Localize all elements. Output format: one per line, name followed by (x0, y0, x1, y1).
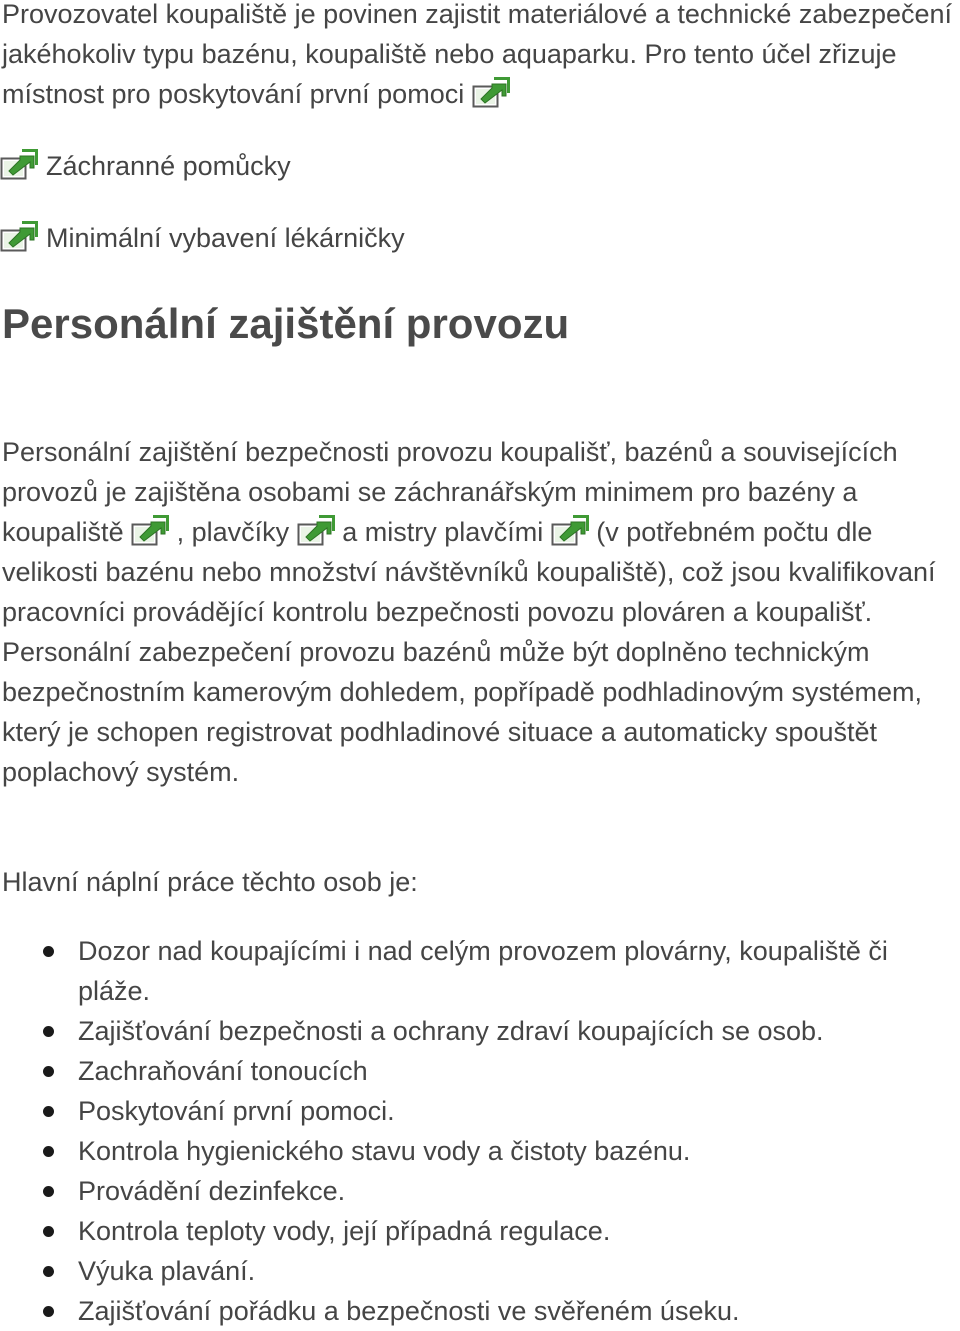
external-link-icon[interactable] (0, 149, 38, 181)
master-lifeguards-link[interactable] (551, 517, 597, 547)
bullet-icon (43, 1066, 54, 1077)
bullet-icon (43, 1266, 54, 1277)
bullet-icon (43, 946, 54, 957)
list-item-text: Zajišťování pořádku a bezpečnosti ve svěřeném úseku. (78, 1296, 740, 1326)
list-item (0, 1251, 958, 1291)
section-heading: Personální zajištění provozu (2, 300, 570, 347)
staff-paragraph (0, 432, 958, 792)
lifeguards-link[interactable] (297, 517, 343, 547)
rescue-equipment-link[interactable] (0, 146, 291, 186)
list-item (0, 1171, 958, 1211)
staff-text-4: (v potřebném počtu dle velikosti bazénu nebo množství návštěvníků koupaliště), což jsou kvalifikovaní pracovníci provádějící kontrolu bezpečnosti povozu plováren a koupališť. Personální zabezpečení provozu bazénů může být doplněno technickým bezpečnostním kamerovým dohledem, popřípadě podhladinovým systémem, který je schopen registrovat podhladinové situace a automaticky spouštět poplachový systém. (2, 517, 936, 787)
list-item-text: Zachraňování tonoucích (78, 1056, 368, 1086)
staff-text-3: a mistry plavčími (342, 517, 544, 547)
first-aid-kit-label[interactable]: Minimální vybavení lékárničky (46, 223, 405, 253)
bullet-icon (43, 1226, 54, 1237)
bullet-icon (43, 1186, 54, 1197)
list-item-text: Provádění dezinfekce. (78, 1176, 346, 1206)
list-item (0, 1291, 958, 1331)
external-link-icon[interactable] (297, 515, 335, 547)
list-item (0, 931, 958, 1011)
list-item-text: Kontrola hygienického stavu vody a čistoty bazénu. (78, 1136, 691, 1166)
list-item-text: Poskytování první pomoci. (78, 1096, 395, 1126)
intro-text: Provozovatel koupaliště je povinen zajistit materiálové a technické zabezpečení jakéhokoliv typu bazénu, koupaliště nebo aquaparku. Pro tento účel zřizuje místnost pro poskytování první pomoci (2, 0, 953, 109)
external-link-icon[interactable] (0, 221, 38, 253)
list-item (0, 1211, 958, 1251)
list-item-text: Kontrola teploty vody, její případná regulace. (78, 1216, 611, 1246)
bullet-icon (43, 1146, 54, 1157)
rescue-equipment-label[interactable]: Záchranné pomůcky (46, 151, 291, 181)
bullet-icon (43, 1026, 54, 1037)
external-link-icon[interactable] (472, 77, 510, 109)
bullet-icon (43, 1106, 54, 1117)
first-aid-kit-link[interactable] (0, 218, 405, 258)
staff-text-2: , plavčíky (176, 517, 290, 547)
bullet-icon (43, 1306, 54, 1317)
external-link-icon[interactable] (551, 515, 589, 547)
first-aid-room-link[interactable] (472, 79, 510, 109)
list-item-text: Zajišťování bezpečnosti a ochrany zdraví koupajících se osob. (78, 1016, 824, 1046)
rescue-equipment-icon-slot[interactable] (0, 146, 46, 186)
first-aid-kit-icon-slot[interactable] (0, 218, 46, 258)
external-link-icon[interactable] (131, 515, 169, 547)
duties-intro: Hlavní náplní práce těchto osob je: (2, 867, 418, 897)
list-item-text: Výuka plavání. (78, 1256, 256, 1286)
list-item-text: Dozor nad koupajícími i nad celým provozem plovárny, koupaliště či pláže. (78, 936, 888, 1006)
list-item (0, 1051, 958, 1091)
staff-text-1: Personální zajištění bezpečnosti provozu koupališť, bazénů a souvisejících provozů je zajištěna osobami se záchranářským minimem pro bazény a koupaliště (2, 437, 898, 547)
list-item (0, 1091, 958, 1131)
list-item (0, 1131, 958, 1171)
duties-list (0, 931, 960, 1331)
rescuer-minimum-link[interactable] (131, 517, 177, 547)
list-item (0, 1011, 958, 1051)
intro-paragraph (0, 0, 958, 114)
